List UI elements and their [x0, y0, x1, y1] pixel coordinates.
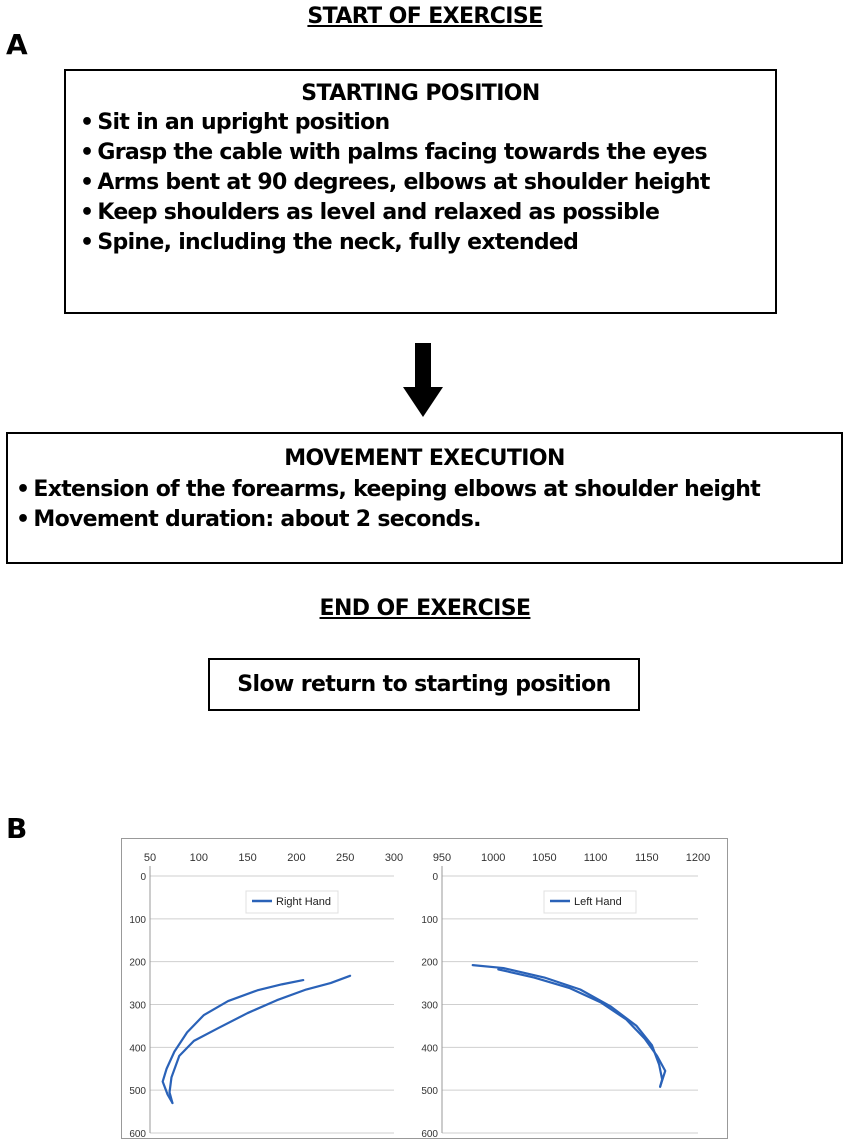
left-hand-y-tick-label: 100 [421, 914, 438, 926]
left-hand-x-tick-label: 950 [432, 852, 452, 864]
right-hand-x-tick-label: 50 [143, 852, 157, 864]
trajectory-charts-panel [121, 838, 728, 1139]
list-item: • Sit in an upright position [80, 110, 390, 135]
list-item: • Movement duration: about 2 seconds. [16, 507, 481, 532]
left-hand-series-line [498, 969, 665, 1086]
movement-execution-title: MOVEMENT EXECUTION [284, 446, 565, 471]
left-hand-x-tick-label: 1050 [532, 852, 557, 864]
list-item-text: Keep shoulders as level and relaxed as possible [97, 200, 660, 225]
left-hand-x-tick-label: 1200 [685, 852, 711, 864]
left-hand-y-tick-label: 200 [421, 957, 438, 969]
left-hand-x-tick-label: 1100 [583, 852, 608, 864]
starting-position-title: STARTING POSITION [301, 81, 540, 106]
right-hand-y-tick-label: 500 [129, 1086, 146, 1098]
right-hand-y-tick-label: 400 [129, 1043, 146, 1055]
left-hand-y-tick-label: 500 [421, 1086, 438, 1098]
list-item-text: Arms bent at 90 degrees, elbows at shoulder height [97, 170, 710, 195]
list-item: • Grasp the cable with palms facing towards the eyes [80, 140, 707, 165]
panel-label-a: A [6, 28, 28, 61]
right-hand-x-tick-label: 200 [287, 852, 306, 864]
slow-return-box [208, 658, 640, 711]
right-hand-legend-label: Right Hand [276, 896, 332, 908]
list-item: • Spine, including the neck, fully extended [80, 230, 579, 255]
left-hand-y-tick-label: 300 [421, 1000, 438, 1012]
right-hand-series-line [170, 976, 351, 1103]
start-of-exercise-heading: START OF EXERCISE [307, 4, 543, 29]
movement-execution-list [16, 475, 841, 535]
right-hand-y-tick-label: 600 [129, 1129, 146, 1138]
trajectory-charts [122, 839, 727, 1138]
starting-position-box [64, 69, 777, 314]
left-hand-y-tick-label: 400 [421, 1043, 438, 1055]
right-hand-x-tick-label: 300 [384, 852, 404, 864]
list-item: • Extension of the forearms, keeping elbows at shoulder height [16, 477, 761, 502]
left-hand-legend-label: Left Hand [574, 896, 622, 908]
list-item-text: Sit in an upright position [97, 110, 390, 135]
right-hand-y-tick-label: 200 [129, 957, 146, 969]
movement-execution-box [6, 432, 843, 564]
list-item-text: Grasp the cable with palms facing towards the eyes [97, 140, 707, 165]
list-item: • Keep shoulders as level and relaxed as possible [80, 200, 660, 225]
list-item-text: Extension of the forearms, keeping elbows at shoulder height [33, 477, 761, 502]
left-hand-y-tick-label: 0 [432, 872, 438, 883]
left-hand-x-tick-label: 1150 [634, 852, 659, 864]
right-hand-y-tick-label: 100 [129, 914, 146, 926]
right-hand-y-tick-label: 0 [140, 872, 146, 883]
panel-label-b: B [6, 812, 28, 845]
left-hand-y-tick-label: 600 [421, 1129, 438, 1138]
starting-position-list [80, 108, 775, 258]
right-hand-x-tick-label: 150 [238, 852, 257, 864]
right-hand-y-tick-label: 300 [129, 1000, 146, 1012]
right-hand-x-tick-label: 100 [189, 852, 208, 864]
right-hand-x-tick-label: 250 [336, 852, 355, 864]
list-item-text: Movement duration: about 2 seconds. [33, 507, 481, 532]
down-arrow-icon [403, 343, 443, 417]
end-of-exercise-heading: END OF EXERCISE [319, 596, 531, 621]
left-hand-x-tick-label: 1000 [480, 852, 506, 864]
slow-return-text: Slow return to starting position [237, 672, 611, 697]
list-item-text: Spine, including the neck, fully extended [97, 230, 579, 255]
list-item: • Arms bent at 90 degrees, elbows at shoulder height [80, 170, 710, 195]
